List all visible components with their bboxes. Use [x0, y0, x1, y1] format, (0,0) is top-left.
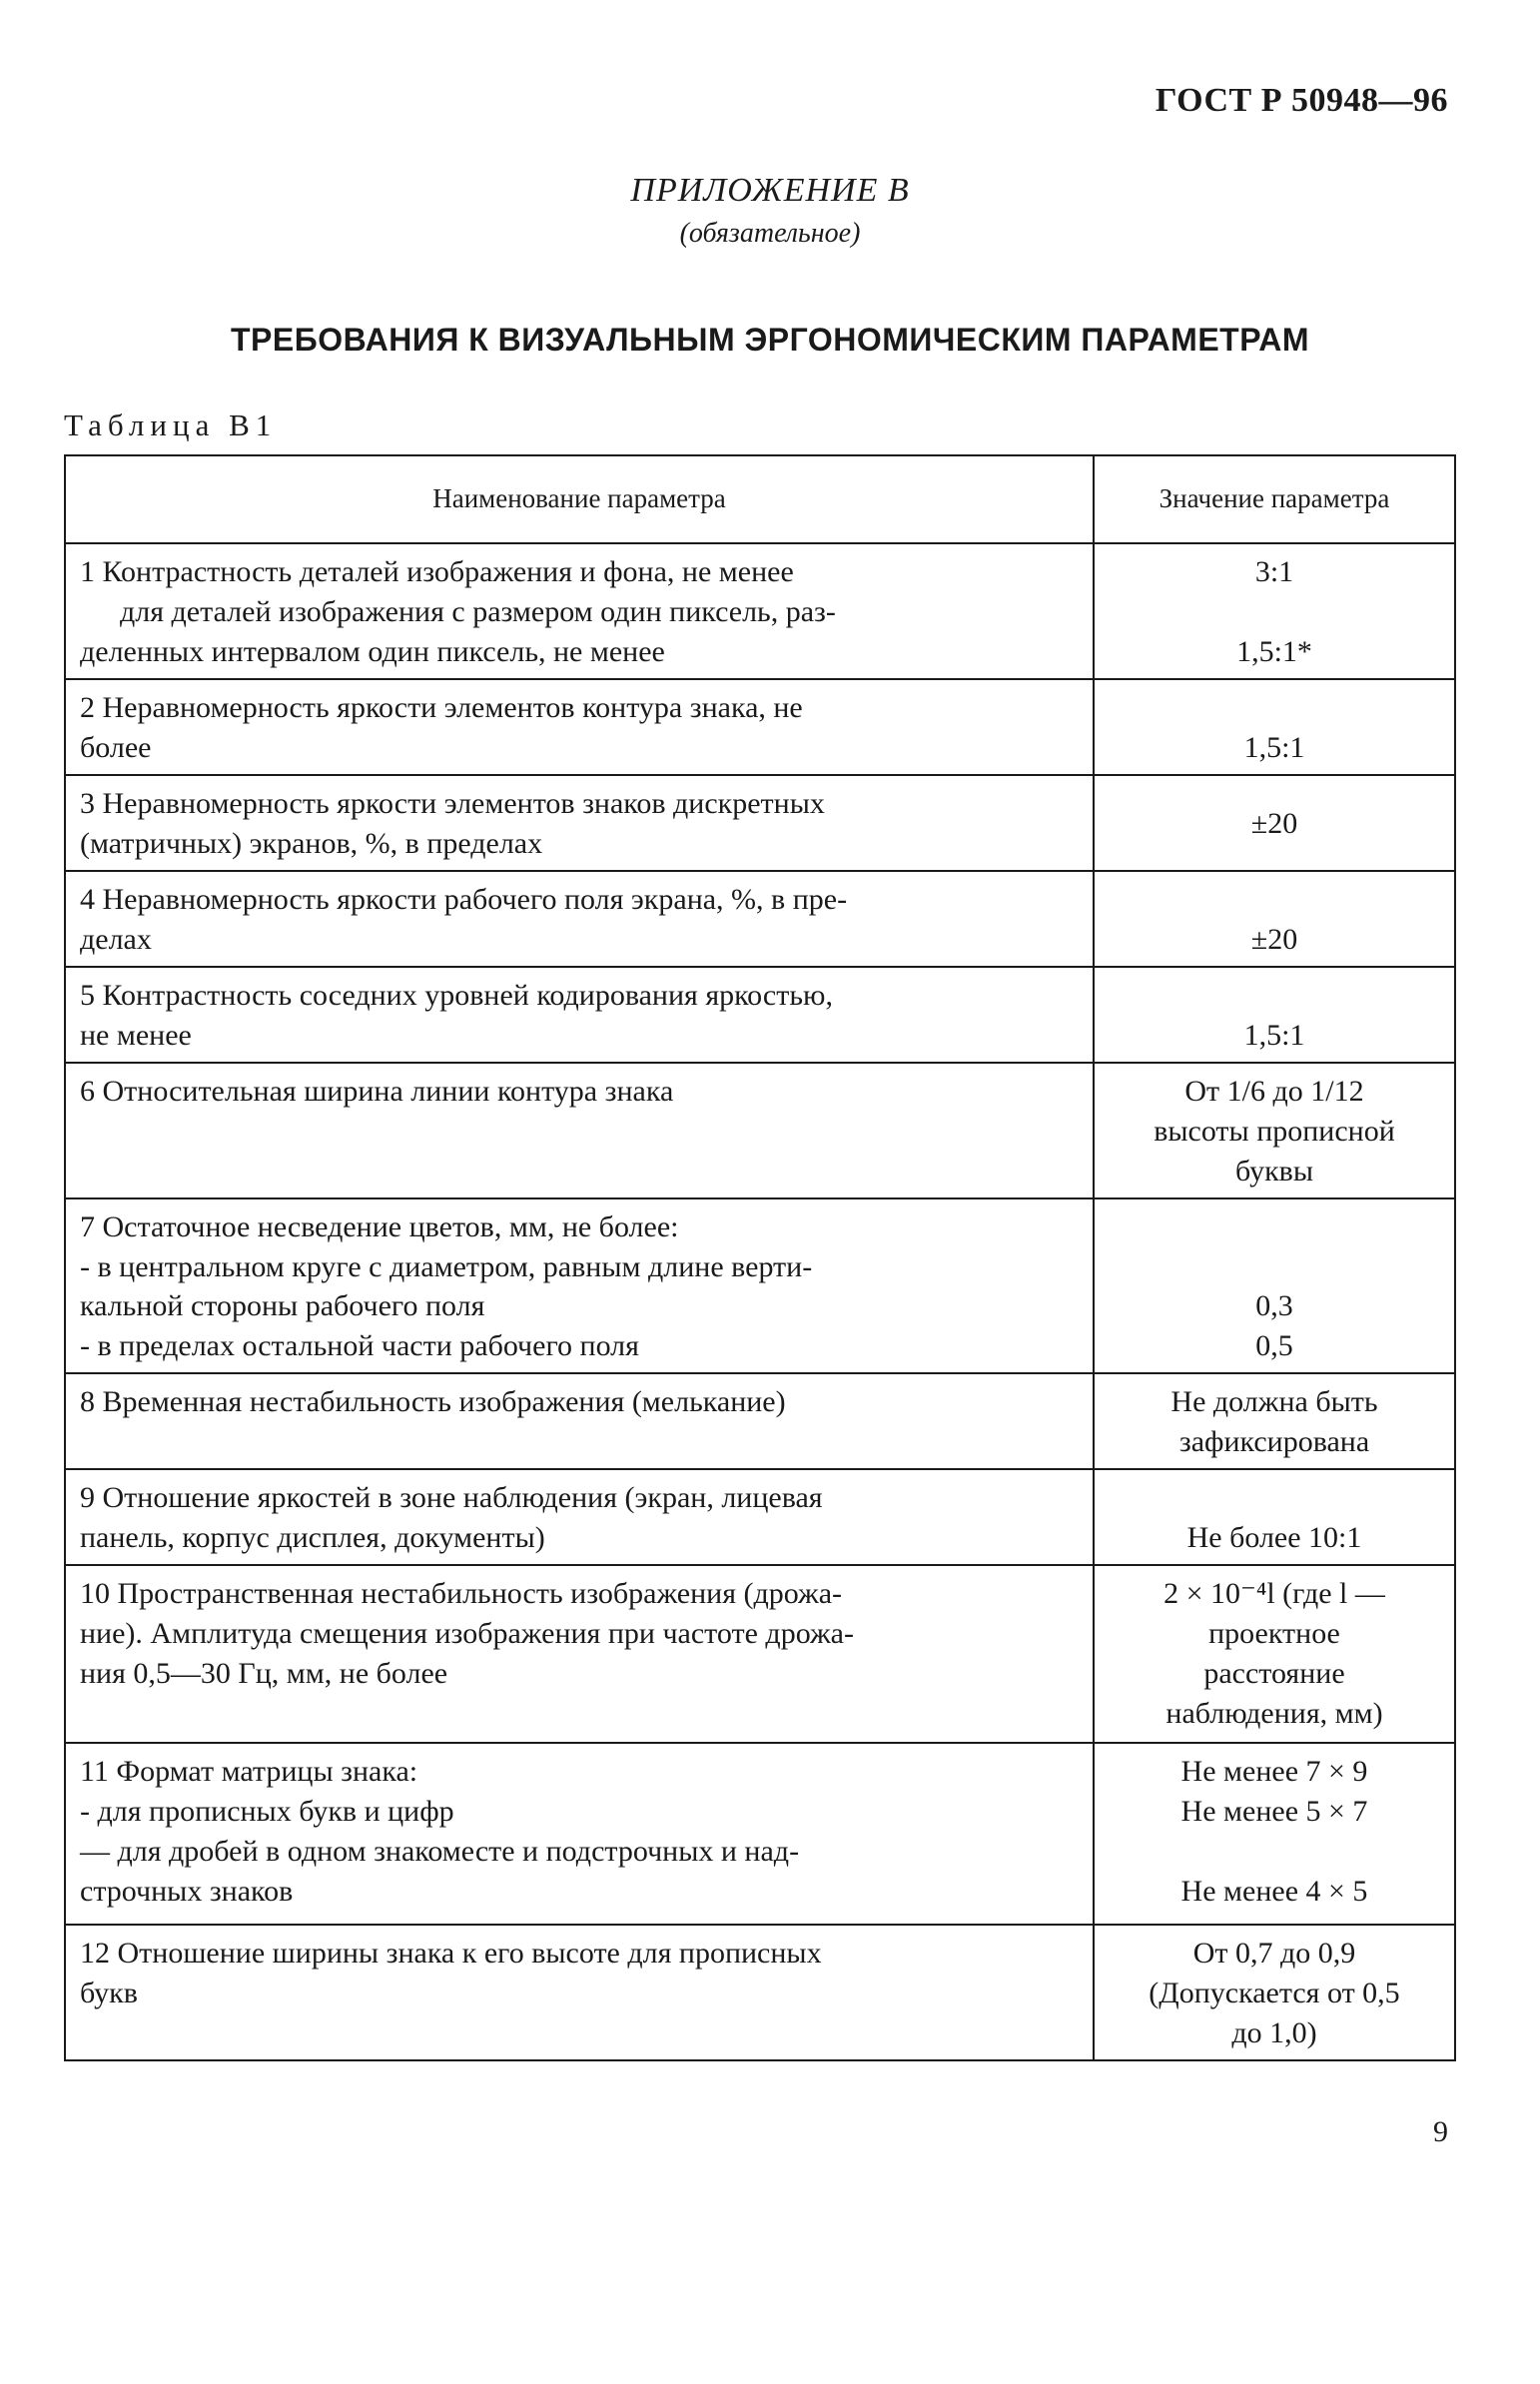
parameter-value: 2 × 10⁻⁴l (где l —	[1163, 1577, 1385, 1611]
parameter-text: более	[80, 730, 152, 764]
parameter-value: 3:1	[1254, 555, 1294, 588]
parameter-text: 12 Отношение ширины знака к его высоте для прописных	[80, 1937, 822, 1971]
parameter-value: буквы	[1234, 1154, 1314, 1188]
table-row	[65, 871, 1455, 967]
parameter-text: - в пределах остальной части рабочего поля	[80, 1329, 639, 1363]
parameter-name-cell	[65, 1925, 1094, 2060]
parameter-name-cell	[65, 1373, 1094, 1469]
parameter-text: ния 0,5—30 Гц, мм, не более	[80, 1657, 448, 1691]
parameter-text: 9 Отношение яркостей в зоне наблюдения (экран, лицевая	[80, 1481, 823, 1515]
parameter-value: Не менее 4 × 5	[1180, 1875, 1368, 1909]
parameter-text: 11 Формат матрицы знака:	[80, 1755, 418, 1789]
page-number: 9	[1433, 2115, 1448, 2148]
parameter-value-cell	[1094, 1373, 1455, 1469]
parameter-name-cell	[65, 775, 1094, 871]
parameter-text: 8 Временная нестабильность изображения (мелькание)	[80, 1385, 786, 1419]
parameter-name-cell	[65, 1198, 1094, 1374]
parameter-value-cell	[1094, 1925, 1455, 2060]
table-row	[65, 967, 1455, 1063]
parameter-text: ние). Амплитуда смещения изображения при частоте дрожа-	[80, 1617, 854, 1651]
parameter-name-cell	[65, 1063, 1094, 1198]
parameter-value: Не менее 5 × 7	[1180, 1795, 1368, 1829]
parameter-value: Не менее 7 × 9	[1180, 1755, 1368, 1789]
parameter-text: 4 Неравномерность яркости рабочего поля экрана, %, в пре-	[80, 883, 848, 916]
table-row	[65, 1565, 1455, 1743]
parameter-text: 3 Неравномерность яркости элементов знаков дискретных	[80, 787, 825, 820]
parameter-text: — для дробей в одном знакоместе и подстрочных и над-	[80, 1835, 800, 1869]
parameter-value: 1,5:1	[1243, 731, 1305, 765]
parameter-value: наблюдения, мм)	[1165, 1696, 1383, 1730]
parameter-value: 0,5	[1255, 1329, 1293, 1363]
parameter-value: до 1,0)	[1231, 2016, 1317, 2050]
parameter-value-cell	[1094, 1469, 1455, 1565]
document-code: ГОСТ Р 50948—96	[1155, 82, 1448, 119]
parameter-name-cell	[65, 543, 1094, 679]
parameter-value-cell	[1094, 1743, 1455, 1925]
parameter-value: расстояние	[1203, 1657, 1345, 1691]
annex-subtitle: (обязательное)	[679, 218, 861, 249]
table-row	[65, 1063, 1455, 1198]
parameter-value-cell	[1094, 543, 1455, 679]
parameter-value: 0,3	[1255, 1289, 1293, 1323]
parameter-value-cell	[1094, 679, 1455, 775]
parameter-value: высоты прописной	[1154, 1114, 1395, 1148]
parameter-text: строчных знаков	[80, 1874, 294, 1908]
section-heading: ТРЕБОВАНИЯ К ВИЗУАЛЬНЫМ ЭРГОНОМИЧЕСКИМ ПАРАМЕТРАМ	[230, 322, 1310, 358]
parameter-text: 10 Пространственная нестабильность изображения (дрожа-	[80, 1577, 843, 1611]
parameter-text: - для прописных букв и цифр	[80, 1795, 454, 1829]
parameter-value-cell	[1094, 775, 1455, 871]
parameter-name-cell	[65, 1743, 1094, 1925]
table-label: Таблица В1	[64, 407, 278, 442]
parameter-text: панель, корпус дисплея, документы)	[80, 1521, 545, 1555]
header-parameter-value: Значение параметра	[1094, 455, 1455, 543]
parameter-name-cell	[65, 967, 1094, 1063]
parameter-value: зафиксирована	[1178, 1425, 1370, 1459]
parameter-name-cell	[65, 1565, 1094, 1743]
parameter-text: 5 Контрастность соседних уровней кодирования яркостью,	[80, 979, 833, 1012]
parameter-value: От 1/6 до 1/12	[1184, 1075, 1364, 1108]
table-header-row	[65, 455, 1455, 543]
parameter-value: проектное	[1208, 1617, 1340, 1651]
parameter-text: - в центральном круге с диаметром, равным длине верти-	[80, 1249, 813, 1283]
parameter-text: для деталей изображения с размером один пиксель, раз-	[120, 594, 836, 628]
parameter-text: кальной стороны рабочего поля	[80, 1289, 485, 1323]
parameter-text: 7 Остаточное несведение цветов, мм, не более:	[80, 1209, 679, 1243]
parameter-value: ±20	[1250, 807, 1298, 841]
parameter-text: 6 Относительная ширина линии контура знака	[80, 1075, 674, 1108]
parameter-value: 1,5:1*	[1236, 634, 1312, 668]
parameter-text: (матричных) экранов, %, в пределах	[80, 826, 543, 860]
parameter-value-cell	[1094, 1565, 1455, 1743]
parameter-value: (Допускается от 0,5	[1149, 1977, 1400, 2010]
parameter-value-cell	[1094, 1063, 1455, 1198]
parameter-value-cell	[1094, 1198, 1455, 1374]
parameter-text: 2 Неравномерность яркости элементов контура знака, не	[80, 691, 803, 724]
table-row	[65, 1469, 1455, 1565]
parameter-value: ±20	[1250, 923, 1298, 957]
parameter-text: 1 Контрастность деталей изображения и фона, не менее	[80, 555, 794, 588]
parameter-value: 1,5:1	[1243, 1019, 1305, 1053]
parameter-name-cell	[65, 679, 1094, 775]
table-row	[65, 679, 1455, 775]
parameter-value-cell	[1094, 967, 1455, 1063]
parameter-text: не менее	[80, 1018, 192, 1052]
annex-title: ПРИЛОЖЕНИЕ В	[630, 172, 910, 209]
table-row	[65, 775, 1455, 871]
table-row	[65, 1743, 1455, 1925]
table-row	[65, 1373, 1455, 1469]
parameter-text: деленных интервалом один пиксель, не менее	[80, 634, 665, 668]
parameter-value-cell	[1094, 871, 1455, 967]
parameter-name-cell	[65, 871, 1094, 967]
parameter-text: делах	[80, 922, 152, 956]
parameter-value: Не более 10:1	[1186, 1521, 1362, 1555]
parameters-table	[64, 454, 1456, 2061]
parameter-value: От 0,7 до 0,9	[1192, 1937, 1356, 1971]
table-row	[65, 1198, 1455, 1374]
table-row	[65, 1925, 1455, 2060]
parameter-text: букв	[80, 1977, 138, 2010]
parameter-value: Не должна быть	[1170, 1385, 1378, 1419]
table-row	[65, 543, 1455, 679]
parameter-name-cell	[65, 1469, 1094, 1565]
header-parameter-name: Наименование параметра	[65, 455, 1094, 543]
